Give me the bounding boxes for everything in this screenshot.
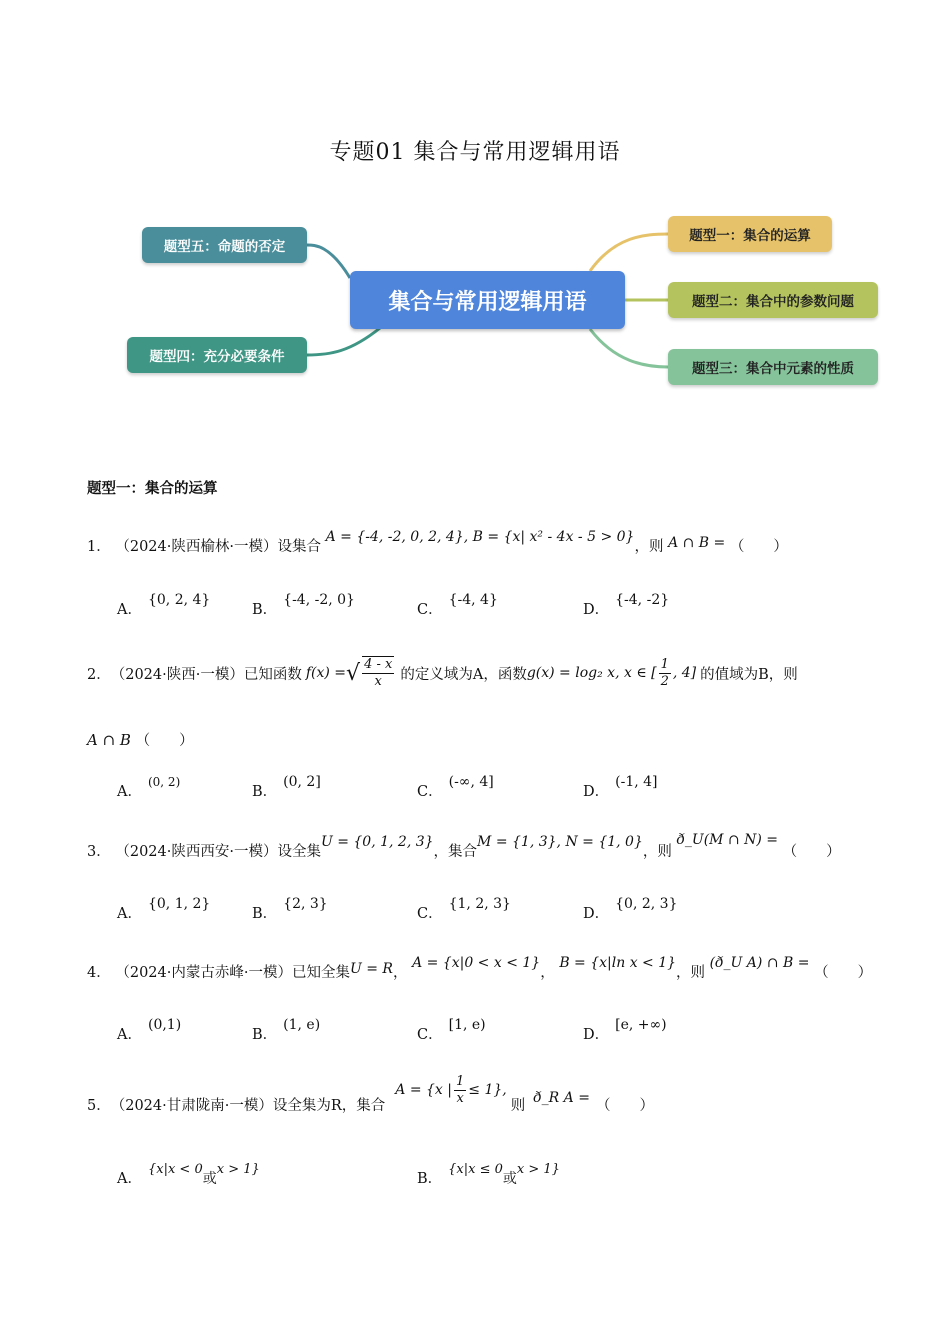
- question-2-line2: [87, 729, 194, 750]
- option-b: [252, 774, 321, 801]
- option-label: C．: [417, 602, 443, 618]
- option-label: A．: [117, 1171, 142, 1187]
- option-value: {0, 2, 4}: [147, 592, 211, 608]
- option-label: A．: [117, 1027, 142, 1043]
- option-value: (0, 2]: [283, 774, 321, 790]
- option-label: B．: [417, 1171, 443, 1187]
- denominator: x: [456, 1090, 464, 1106]
- option-c: [417, 1017, 486, 1044]
- option-value: x > 1}: [216, 1162, 260, 1177]
- option-a: [117, 592, 211, 619]
- question-number: 3．: [87, 844, 111, 860]
- option-a: [117, 775, 181, 801]
- mindmap-node-type5: 题型五：命题的否定: [142, 227, 307, 263]
- question-text: 则: [510, 1097, 526, 1114]
- option-c: [417, 592, 498, 619]
- math-expression: ð_R A =: [533, 1090, 590, 1106]
- answer-paren: （ ）: [814, 965, 873, 981]
- section-heading: 题型一：集合的运算: [87, 481, 218, 497]
- option-c: [417, 774, 494, 801]
- option-value: (-1, 4]: [615, 774, 658, 790]
- question-text: ，则: [634, 539, 664, 555]
- option-b: [417, 1162, 560, 1188]
- math-expression: A ∩ B: [87, 731, 131, 749]
- question-1: [87, 529, 788, 556]
- option-label: D．: [583, 602, 610, 618]
- math-expression: f(x) =: [305, 665, 347, 681]
- mindmap-node-type4: 题型四：充分必要条件: [127, 337, 307, 373]
- option-d: [583, 896, 678, 923]
- option-label: C．: [417, 1027, 443, 1043]
- denominator: x: [374, 674, 382, 689]
- option-label: D．: [583, 906, 610, 922]
- option-label: A．: [117, 784, 142, 800]
- numerator: 1: [456, 1073, 465, 1089]
- option-a: [117, 1162, 260, 1188]
- mindmap-node-type3: 题型三：集合中元素的性质: [668, 349, 878, 385]
- question-2: [87, 656, 798, 690]
- option-a: [117, 896, 211, 923]
- math-expression: , 4]: [672, 665, 697, 681]
- fraction: [454, 1074, 466, 1107]
- question-3: [87, 832, 841, 861]
- math-expression: A = {x|0 < x < 1}: [412, 955, 541, 971]
- option-label: B．: [252, 784, 278, 800]
- option-value: {1, 2, 3}: [448, 896, 511, 912]
- option-value: {-4, 4}: [448, 592, 498, 608]
- option-label: C．: [417, 906, 443, 922]
- option-label: C．: [417, 784, 443, 800]
- math-expression: U = {0, 1, 2, 3}: [320, 834, 434, 850]
- option-label: B．: [252, 906, 278, 922]
- connector-type1: [590, 234, 668, 271]
- question-source: （2024·陕西西安·一模）: [115, 844, 278, 860]
- option-b: [252, 1017, 321, 1044]
- answer-paren: （ ）: [729, 539, 788, 555]
- question-number: 2．: [87, 666, 111, 683]
- option-a: [117, 1017, 182, 1044]
- question-4: [87, 955, 873, 982]
- math-expression: ≤ 1},: [468, 1082, 507, 1098]
- option-value: [1, e): [448, 1017, 486, 1033]
- page-title: 专题01 集合与常用逻辑用语: [329, 140, 621, 165]
- option-d: [583, 1017, 667, 1044]
- question-text: 的值域为B，则: [700, 666, 798, 683]
- question-text: 的定义域为A，函数: [400, 666, 527, 683]
- option-connector: 或: [502, 1171, 517, 1187]
- math-expression: A = {-4, -2, 0, 2, 4}, B = {x| x² - 4x - 5 > 0}: [325, 529, 635, 545]
- question-number: 4．: [87, 965, 111, 981]
- math-expression: M = {1, 3}, N = {1, 0}: [477, 834, 643, 850]
- option-value: (-∞, 4]: [448, 774, 494, 790]
- option-value: {-4, -2, 0}: [283, 592, 355, 608]
- math-expression: B = {x|ln x < 1}: [559, 955, 677, 971]
- question-text: ，: [392, 965, 408, 981]
- question-source: （2024·陕西·一模）: [110, 666, 244, 683]
- option-value: [e, +∞): [615, 1017, 667, 1033]
- option-value: (0,1): [147, 1017, 182, 1033]
- connector-type5: [307, 245, 350, 278]
- option-b: [252, 592, 355, 619]
- numerator: 1: [660, 656, 669, 672]
- answer-paren: （ ）: [135, 733, 194, 749]
- math-expression: A ∩ B =: [668, 535, 726, 551]
- mindmap-node-type2: 题型二：集合中的参数问题: [668, 282, 878, 318]
- math-expression: (ð_U A) ∩ B =: [709, 955, 810, 971]
- option-value: {0, 1, 2}: [147, 896, 211, 912]
- option-value: {x|x ≤ 0: [448, 1162, 503, 1177]
- fraction: [659, 657, 671, 690]
- question-source: （2024·内蒙古赤峰·一模）: [115, 965, 292, 981]
- mindmap-node-type1: 题型一：集合的运算: [668, 216, 832, 252]
- question-text: 已知全集: [291, 965, 350, 981]
- question-source: （2024·陕西榆林·一模）: [115, 539, 278, 555]
- option-label: D．: [583, 784, 610, 800]
- option-value: {0, 2, 3}: [615, 896, 678, 912]
- numerator: 4 - x: [364, 657, 393, 672]
- option-label: A．: [117, 602, 142, 618]
- option-value: {2, 3}: [283, 896, 328, 912]
- option-value: {x|x < 0: [147, 1162, 203, 1177]
- option-label: B．: [252, 602, 278, 618]
- question-number: 5．: [87, 1097, 111, 1114]
- sqrt-sign: √: [346, 660, 361, 686]
- math-expression: g(x) = log₂ x, x ∈ [: [526, 665, 657, 681]
- option-b: [252, 896, 328, 923]
- question-text: ，集合: [433, 844, 478, 860]
- question-text: ，则: [642, 844, 672, 860]
- question-text: 已知函数: [243, 666, 302, 683]
- fraction: [362, 656, 394, 690]
- answer-paren: （ ）: [595, 1097, 654, 1114]
- question-text: ，: [540, 965, 555, 981]
- set-expression: [395, 1074, 506, 1107]
- option-label: A．: [117, 906, 142, 922]
- answer-paren: （ ）: [782, 844, 841, 860]
- option-value: {-4, -2}: [615, 592, 670, 608]
- question-number: 1．: [87, 539, 111, 555]
- option-value: x > 1}: [516, 1162, 560, 1177]
- connector-type4: [307, 328, 380, 355]
- mindmap-center: 集合与常用逻辑用语: [350, 271, 625, 329]
- question-text: ，则: [676, 965, 706, 981]
- question-text: 设全集: [277, 844, 321, 860]
- math-expression: ð_U(M ∩ N) =: [676, 832, 779, 848]
- question-source: （2024·甘肃陇南·一模）: [110, 1097, 273, 1114]
- math-expression: A = {x |: [395, 1082, 452, 1098]
- denominator: 2: [660, 673, 669, 689]
- option-value: (0, 2): [147, 775, 181, 789]
- option-value: (1, e): [283, 1017, 321, 1033]
- option-c: [417, 896, 511, 923]
- option-d: [583, 592, 670, 619]
- option-connector: 或: [202, 1171, 217, 1187]
- option-label: D．: [583, 1027, 610, 1043]
- connector-type3: [590, 329, 668, 367]
- math-expression: U = R: [349, 961, 393, 977]
- question-5: [87, 1073, 654, 1132]
- option-label: B．: [252, 1027, 278, 1043]
- question-text: 设集合: [277, 539, 321, 555]
- option-d: [583, 774, 658, 801]
- question-text: 设全集为R，集合: [272, 1097, 386, 1114]
